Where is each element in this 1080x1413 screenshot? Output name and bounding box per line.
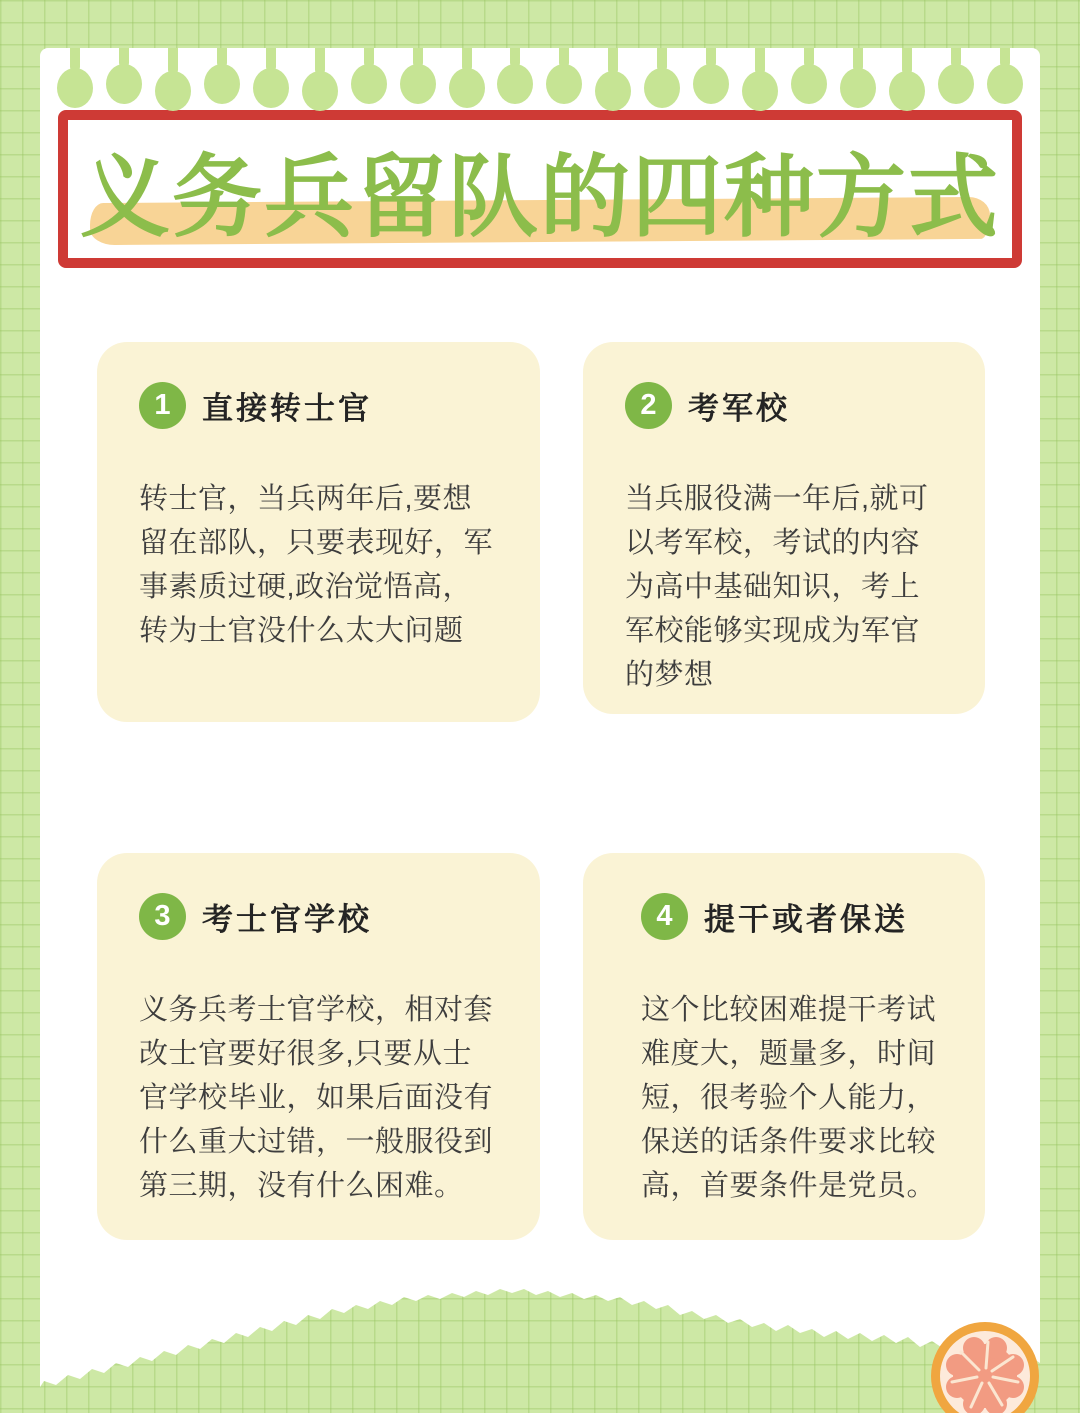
torn-paper-edge	[40, 1279, 1040, 1413]
perforation-drop-icon	[643, 48, 681, 108]
perforation-drop-icon	[496, 48, 534, 104]
perforation-drop-icon	[839, 48, 877, 108]
perforation-drop-icon	[252, 48, 290, 108]
card-header-1	[139, 382, 498, 429]
perforation-drop-icon	[448, 48, 486, 108]
card-body-4: 这个比较困难提干考试难度大，题量多，时间短，很考验个人能力，保送的话条件要求比较高，首要条件是党员。	[641, 994, 937, 1202]
perforation-drop-icon	[301, 48, 339, 111]
perforation-drop-icon	[692, 48, 730, 104]
card-heading-1: 直接转士官	[202, 391, 372, 426]
perforation-drop-icon	[56, 48, 94, 108]
card-header-2	[625, 382, 943, 429]
perforation-drop-icon	[937, 48, 975, 104]
card-body-2: 当兵服役满一年后,就可以考军校，考试的内容为高中基础知识，考上军校能够实现成为军官的梦想	[625, 483, 929, 691]
perforation-drop-icon	[105, 48, 143, 104]
card-body-1: 转士官，当兵两年后,要想留在部队，只要表现好，军事素质过硬,政治觉悟高，转为士官没什么太大问题	[139, 483, 494, 647]
card-header-3	[139, 893, 498, 940]
card-heading-3: 考士官学校	[202, 902, 372, 937]
card-method-3	[97, 853, 540, 1240]
perforation-drop-icon	[986, 48, 1024, 104]
perforation-drop-icon	[888, 48, 926, 111]
card-body-3: 义务兵考士官学校，相对套改士官要好很多,只要从士官学校毕业，如果后面没有什么重大过错，一般服役到第三期，没有什么困难。	[139, 994, 494, 1202]
perforation-drop-icon	[545, 48, 583, 104]
card-method-2	[583, 342, 985, 714]
paper-sheet	[40, 48, 1040, 1280]
number-badge-4: 4	[641, 893, 688, 940]
perforation-drop-icon	[741, 48, 779, 111]
page-title: 义务兵留队的四种方式	[80, 148, 1000, 248]
perforation-drop-icon	[790, 48, 828, 104]
perforation-drop-icon	[399, 48, 437, 104]
number-badge-3: 3	[139, 893, 186, 940]
citrus-slice-icon	[925, 1316, 1045, 1413]
card-heading-2: 考军校	[688, 391, 790, 426]
notebook-perforations	[40, 48, 1040, 108]
perforation-drop-icon	[154, 48, 192, 111]
card-heading-4: 提干或者保送	[704, 902, 908, 937]
card-method-4	[583, 853, 985, 1240]
card-header-4	[641, 893, 943, 940]
number-badge-1: 1	[139, 382, 186, 429]
perforation-drop-icon	[350, 48, 388, 104]
perforation-drop-icon	[594, 48, 632, 111]
perforation-drop-icon	[203, 48, 241, 104]
number-badge-2: 2	[625, 382, 672, 429]
card-method-1	[97, 342, 540, 722]
title-banner	[58, 110, 1022, 268]
